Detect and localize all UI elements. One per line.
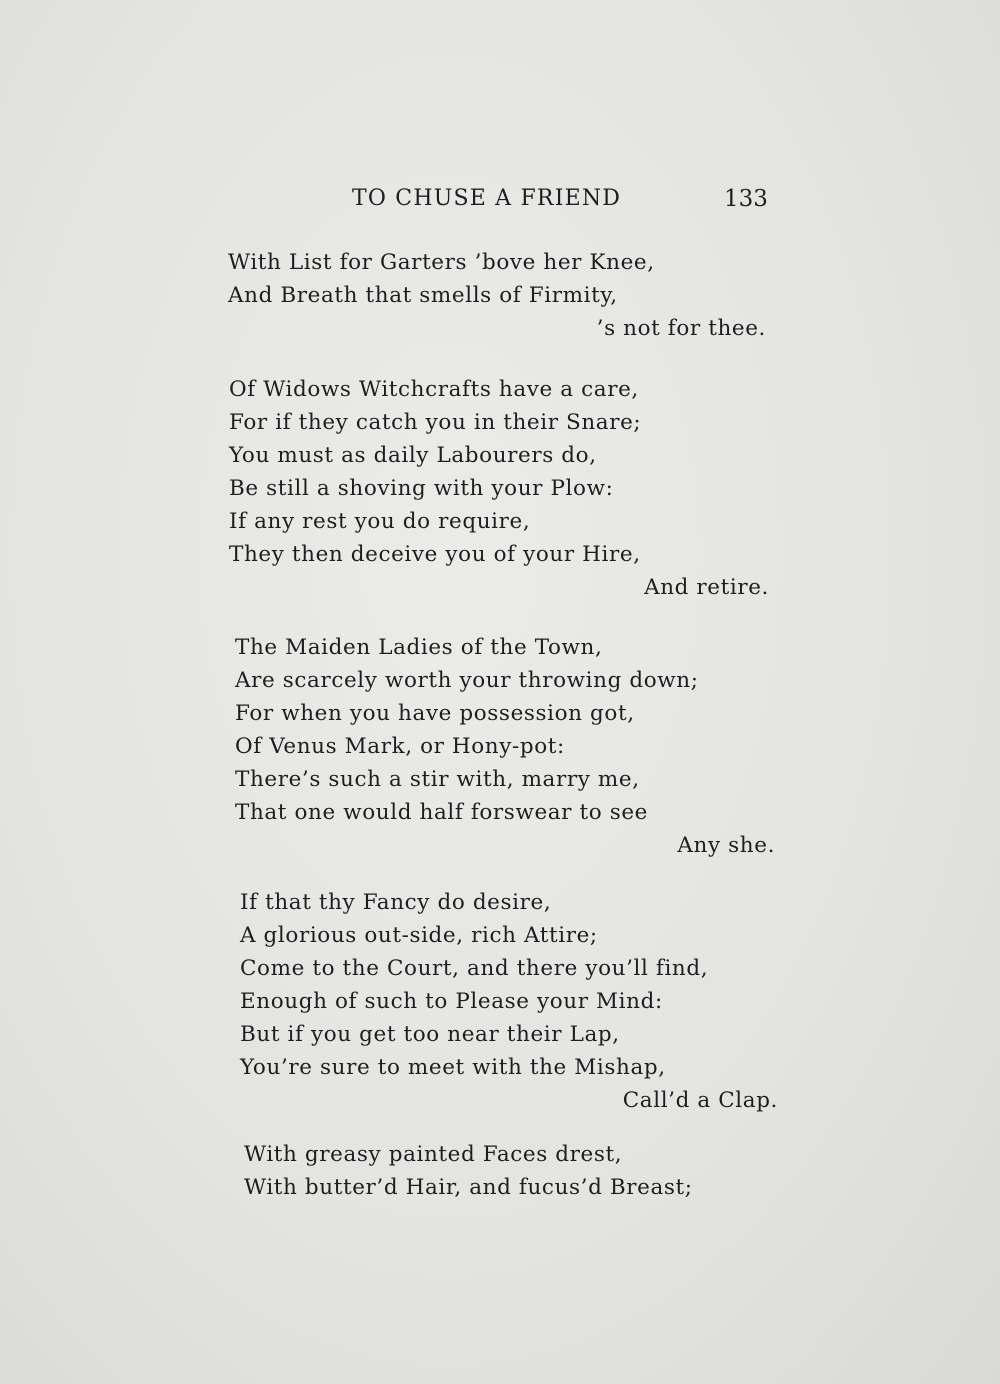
page-number: 133 [724, 186, 768, 212]
verse-line: But if you get too near their Lap, [240, 1022, 620, 1047]
running-title: TO CHUSE A FRIEND [352, 186, 622, 211]
verse-line: Enough of such to Please your Mind: [240, 989, 663, 1014]
stanza-5 [244, 1138, 784, 1204]
verse-line: Of Widows Witchcrafts have a care, [229, 377, 639, 402]
verse-line: With greasy painted Faces drest, [244, 1142, 623, 1167]
verse-refrain: Call’d a Clap. [622, 1088, 778, 1113]
verse-refrain: ’s not for thee. [596, 316, 766, 341]
verse-line: Are scarcely worth your throwing down; [235, 668, 699, 693]
verse-line: You must as daily Labourers do, [229, 443, 597, 468]
verse-line: For when you have possession got, [235, 701, 635, 726]
verse-line: Of Venus Mark, or Hony-pot: [235, 734, 565, 759]
stanza-2 [229, 373, 769, 604]
verse-line: Come to the Court, and there you’ll find, [240, 956, 709, 981]
verse-refrain: Any she. [677, 833, 775, 858]
verse-line: That one would half forswear to see [235, 800, 648, 825]
verse-line: With List for Garters ’bove her Knee, [228, 250, 655, 275]
verse-line: Be still a shoving with your Plow: [229, 476, 614, 501]
verse-line: A glorious out-side, rich Attire; [240, 923, 598, 948]
verse-refrain: And retire. [644, 575, 769, 600]
verse-line: With butter’d Hair, and fucus’d Breast; [244, 1175, 693, 1200]
verse-line: For if they catch you in their Snare; [229, 410, 642, 435]
verse-line: You’re sure to meet with the Mishap, [240, 1055, 666, 1080]
stanza-1 [228, 246, 766, 345]
verse-line: If that thy Fancy do desire, [240, 890, 552, 915]
stanza-4 [240, 886, 778, 1117]
verse-line: If any rest you do require, [229, 509, 531, 534]
verse-line: The Maiden Ladies of the Town, [235, 635, 603, 660]
verse-line: There’s such a stir with, marry me, [235, 767, 640, 792]
verse-line: They then deceive you of your Hire, [229, 542, 641, 567]
stanza-3 [235, 631, 775, 862]
verse-line: And Breath that smells of Firmity, [228, 283, 618, 308]
